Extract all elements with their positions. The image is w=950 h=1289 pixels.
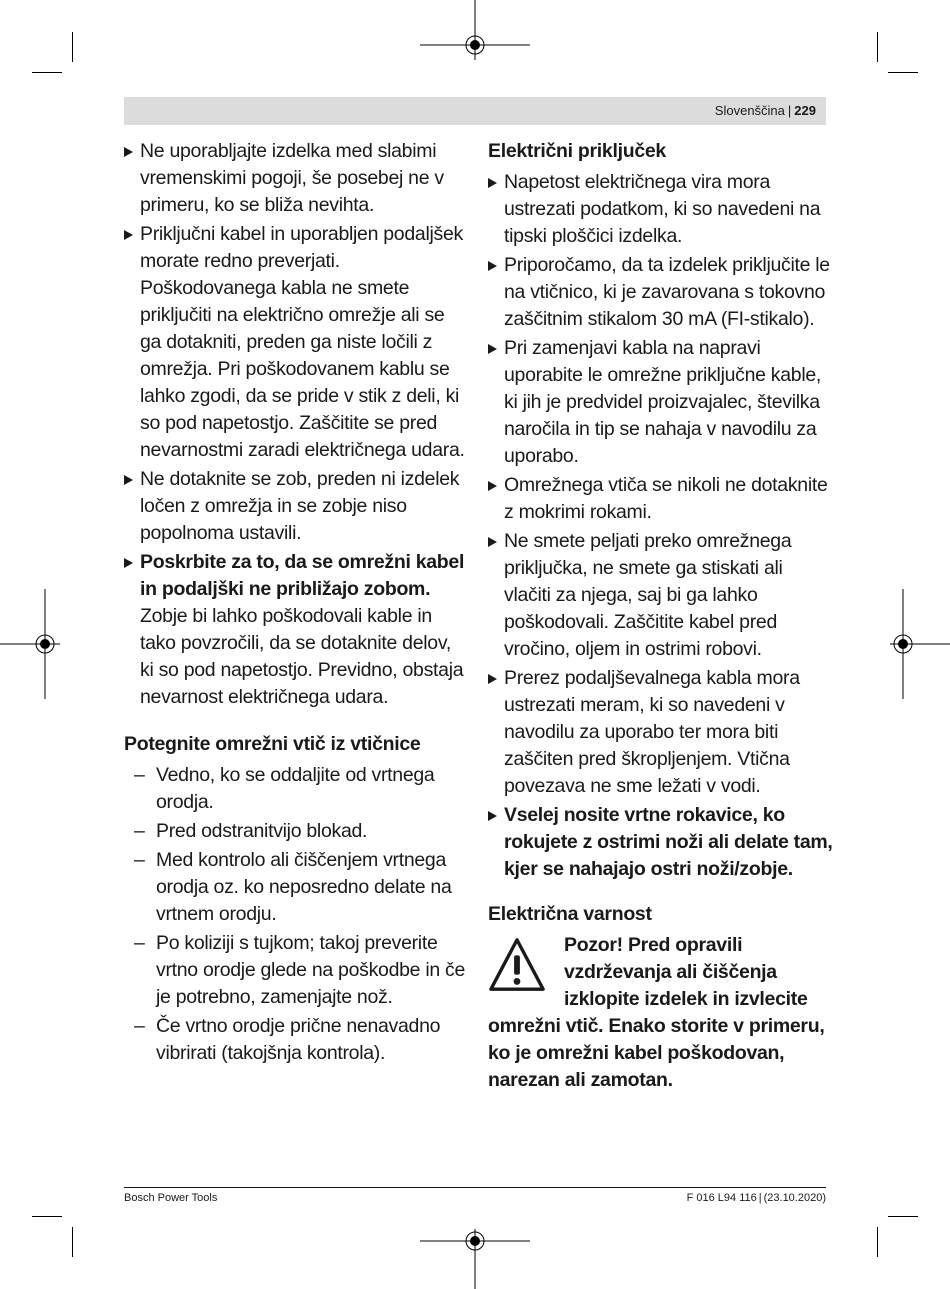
bullet-triangle-icon — [124, 558, 133, 568]
safety-bullet — [488, 528, 833, 663]
bullet-text: Priporočamo, da ta izdelek priključite le na vtičnico, ki je zavarovana s tokovno zaščitnim stikalom 30 mA (FI-stikalo). — [504, 254, 830, 330]
dash-text: Po koliziji s tujkom; takoj preverite vrtno orodje glede na poškodbe in če je potrebno, zamenjajte nož. — [156, 932, 466, 1008]
bullet-triangle-icon — [124, 147, 133, 157]
section-title: Električna varnost — [488, 903, 652, 925]
bullet-text: Ne dotaknite se zob, preden ni izdelek ločen z omrežja in se zobje niso popolnoma ustavili. — [140, 468, 460, 544]
dash-text: Če vrtno orodje prične nenavadno vibrirati (takojšnja kontrola). — [156, 1015, 441, 1064]
dash-marker: – — [134, 820, 145, 842]
bullet-text: Ne uporabljajte izdelka med slabimi vremenskimi pogoji, še posebej ne v primeru, ko se bliža nevihta. — [140, 140, 444, 216]
bullet-triangle-icon — [488, 178, 497, 188]
dash-marker: – — [134, 932, 145, 954]
header-language: Slovenščina — [714, 103, 785, 118]
bullet-text: Omrežnega vtiča se nikoli ne dotaknite z mokrimi rokami. — [504, 474, 828, 523]
left-column — [124, 138, 469, 1069]
safety-bullet — [488, 802, 833, 883]
registration-mark-icon — [420, 0, 530, 60]
page-header — [124, 97, 826, 125]
right-column — [488, 138, 833, 1094]
bullet-triangle-icon — [488, 537, 497, 547]
dash-item — [124, 1013, 469, 1067]
bullet-triangle-icon — [488, 811, 497, 821]
dash-marker: – — [134, 1015, 145, 1037]
dash-item — [124, 818, 469, 845]
header-separator: | — [787, 103, 792, 118]
registration-mark-icon — [420, 1229, 530, 1289]
bullet-text: Prerez podaljševalnega kabla mora ustrezati meram, ki so navedeni v navodilu za uporabo ter mora biti zaščiten pred škropljenjem. Vtična povezava ne sme ležati v vodi. — [504, 667, 800, 797]
section-title: Električni priključek — [488, 140, 666, 162]
bullet-text: Ne smete peljati preko omrežnega priključka, ne smete ga stiskati ali vlačiti za njega, saj bi ga lahko poškodovali. Zaščitite kabel pred vročino, oljem in ostrimi robovi. — [504, 530, 792, 660]
safety-bullet — [124, 549, 469, 711]
safety-bullet — [488, 169, 833, 250]
bullet-triangle-icon — [488, 674, 497, 684]
safety-bullet — [124, 466, 469, 547]
footer-doc-number: F 016 L94 116 — [686, 1192, 757, 1204]
footer-divider — [124, 1187, 826, 1188]
crop-mark — [888, 1216, 918, 1217]
warning-block — [488, 932, 833, 1094]
bullet-text: Priključni kabel in uporabljen podaljšek morate redno preverjati. Poškodovanega kabla ne smete priključiti na električno omrežje ali se ga dotakniti, preden ga niste ločili z omrežja. Pri poškodovanem kablu se lahko zgodi, da se pride v stik z deli, ki so pod napetostjo. Zaščitite se pred nevarnostmi zaradi električnega udara. — [140, 223, 465, 461]
bullet-bold-text: Vselej nosite vrtne rokavice, ko rokujete z ostrimi noži ali delate tam, kjer se nahajajo ostri noži/zobje. — [504, 804, 833, 880]
header-text — [715, 103, 816, 118]
bullet-triangle-icon — [488, 481, 497, 491]
bullet-triangle-icon — [488, 261, 497, 271]
crop-mark — [32, 72, 62, 73]
bullet-text: Pri zamenjavi kabla na napravi uporabite le omrežne priključne kable, ki jih je predvidel proizvajalec, številka naročila in tip se nahaja v navodilu za uporabo. — [504, 337, 822, 467]
safety-bullet — [488, 472, 833, 526]
dash-text: Vedno, ko se oddaljite od vrtnega orodja. — [156, 764, 435, 813]
footer-separator: | — [758, 1192, 762, 1204]
crop-mark — [888, 72, 918, 73]
crop-mark — [32, 1216, 62, 1217]
safety-bullet — [488, 252, 833, 333]
bullet-bold-text: Poskrbite za to, da se omrežni kabel in podaljški ne približajo zobom. — [140, 551, 465, 600]
registration-mark-icon — [890, 589, 950, 699]
dash-item — [124, 762, 469, 816]
safety-bullet — [488, 665, 833, 800]
crop-mark — [72, 1227, 73, 1257]
warning-text: Pozor! Pred opravili vzdrževanja ali čiščenja izklopite izdelek in izvlecite omrežni vtič. Enako storite v primeru, ko je omrežni kabel poškodovan, narezan ali zamotan. — [488, 934, 825, 1091]
bullet-triangle-icon — [124, 475, 133, 485]
safety-bullet — [124, 221, 469, 464]
crop-mark — [877, 1227, 878, 1257]
crop-mark — [877, 32, 878, 62]
footer-doc-info — [687, 1192, 826, 1204]
safety-bullet — [488, 335, 833, 470]
dash-item — [124, 930, 469, 1011]
crop-mark — [72, 32, 73, 62]
dash-text: Pred odstranitvijo blokad. — [156, 820, 368, 842]
bullet-triangle-icon — [124, 230, 133, 240]
dash-text: Med kontrolo ali čiščenjem vrtnega orodja oz. ko neposredno delate na vrtnem orodju. — [156, 849, 452, 925]
dash-item — [124, 847, 469, 928]
dash-marker: – — [134, 764, 145, 786]
footer-date: (23.10.2020) — [763, 1192, 826, 1204]
registration-mark-icon — [0, 589, 60, 699]
warning-triangle-icon — [488, 936, 546, 994]
dash-marker: – — [134, 849, 145, 871]
safety-bullet — [124, 138, 469, 219]
footer-brand: Bosch Power Tools — [124, 1192, 218, 1204]
bullet-text: Zobje bi lahko poškodovali kable in tako povzročili, da se dotaknite delov, ki so pod napetostjo. Previdno, obstaja nevarnost električnega udara. — [140, 605, 464, 708]
section-title: Potegnite omrežni vtič iz vtičnice — [124, 733, 421, 755]
page-number: 229 — [794, 103, 816, 118]
bullet-triangle-icon — [488, 344, 497, 354]
bullet-text: Napetost električnega vira mora ustrezati podatkom, ki so navedeni na tipski ploščici izdelka. — [504, 171, 821, 247]
